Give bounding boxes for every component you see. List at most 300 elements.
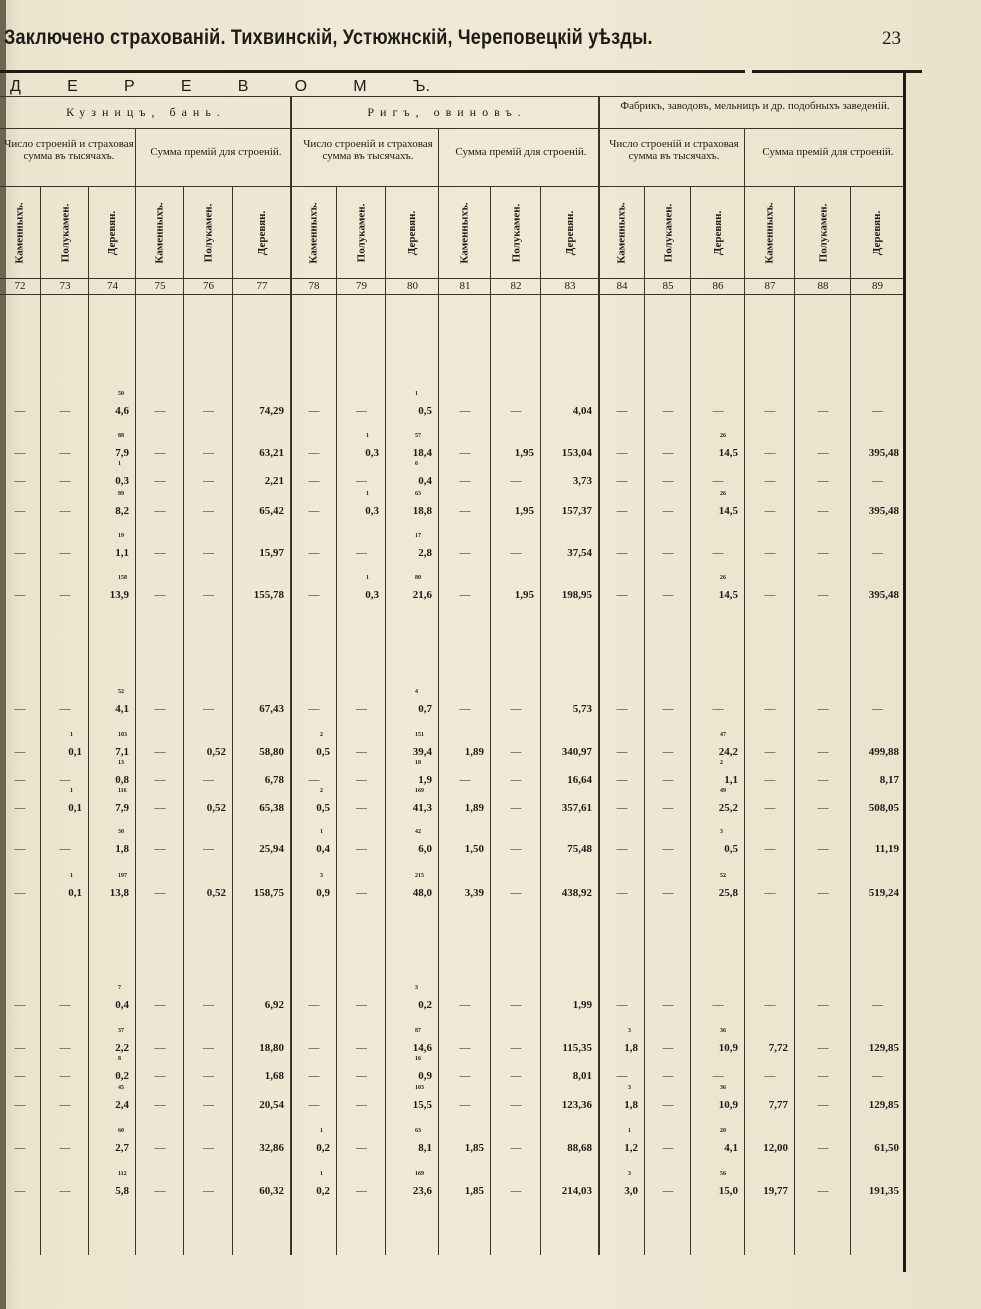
table-cell: 32,86 (259, 1142, 284, 1154)
table-cell: — (356, 802, 367, 814)
table-cell: — (154, 999, 166, 1011)
column-divider (850, 186, 851, 1255)
building-count: 17 (415, 533, 421, 539)
table-cell: 1,95 (514, 505, 534, 517)
table-cell: — (308, 405, 320, 417)
column-label-text: Полукамен. (59, 203, 71, 263)
building-count: 1 (320, 1128, 323, 1134)
column-divider (336, 186, 337, 1255)
table-cell: 1,89 (464, 802, 484, 814)
building-count: 169 (415, 788, 424, 794)
table-cell: — (59, 774, 71, 786)
table-cell: — (154, 1142, 166, 1154)
column-label-text: Полукамен. (355, 203, 368, 263)
table-cell: — (203, 447, 214, 459)
table-cell: — (510, 887, 522, 899)
table-cell: 214,03 (561, 1185, 592, 1197)
table-cell: — (616, 887, 628, 899)
table-cell: 12,00 (763, 1142, 788, 1154)
table-cell: — (59, 1070, 71, 1082)
table-cell: — (459, 475, 471, 487)
table-cell: — (154, 746, 166, 758)
column-label-text: Деревян. (711, 210, 724, 256)
table-cell: 0,2 (418, 999, 432, 1011)
building-count: 56 (720, 1171, 726, 1177)
table-cell: — (764, 447, 776, 459)
table-cell: — (59, 1142, 71, 1154)
table-cell: — (459, 405, 471, 417)
column-divider (690, 186, 691, 1255)
table-cell: — (154, 475, 166, 487)
table-cell: 7,9 (115, 802, 129, 814)
column-divider (385, 186, 386, 1255)
table-cell: — (662, 447, 674, 459)
table-cell: — (356, 405, 367, 417)
table-cell: — (817, 802, 829, 814)
building-count: 1 (320, 829, 323, 835)
table-cell: — (510, 802, 522, 814)
column-divider (644, 186, 645, 1255)
table-cell: 10,9 (718, 1099, 738, 1111)
table-cell: 6,0 (418, 843, 432, 855)
table-cell: 1,50 (464, 843, 484, 855)
table-cell: 39,4 (412, 746, 432, 758)
table-cell: — (203, 1185, 214, 1197)
table-cell: 395,48 (868, 589, 899, 601)
header-rule-1 (0, 96, 905, 97)
heading-letter: Р (123, 78, 135, 95)
column-label-text: Деревян. (871, 210, 884, 256)
column-label (292, 188, 336, 278)
table-cell: 58,80 (259, 746, 284, 758)
table-cell: 24,2 (718, 746, 738, 758)
column-number: 72 (14, 280, 26, 292)
table-cell: — (764, 802, 776, 814)
table-cell: 4,04 (572, 405, 592, 417)
top-rule-left (0, 70, 745, 73)
table-cell: — (356, 1070, 367, 1082)
table-cell: 508,05 (868, 802, 899, 814)
table-cell: 25,2 (718, 802, 738, 814)
table-cell: — (817, 1142, 829, 1154)
table-cell: 15,0 (718, 1185, 738, 1197)
column-number: 87 (764, 280, 776, 292)
table-cell: — (154, 843, 166, 855)
table-cell: — (459, 505, 471, 517)
table-cell: — (662, 887, 674, 899)
building-count: 4 (415, 689, 418, 695)
subheader-rule (137, 186, 290, 187)
table-cell: — (510, 547, 522, 559)
table-cell: 438,92 (561, 887, 592, 899)
table-cell: — (817, 774, 829, 786)
table-cell: 7,72 (768, 1042, 788, 1054)
building-count: 169 (415, 1171, 424, 1177)
column-label (646, 188, 690, 278)
column-label (90, 188, 135, 278)
table-cell: — (356, 887, 367, 899)
table-cell: — (662, 802, 674, 814)
column-label-text: Каменныхъ. (308, 202, 320, 264)
table-cell: — (308, 505, 320, 517)
column-label (137, 188, 183, 278)
table-cell: 14,6 (412, 1042, 432, 1054)
table-cell: 14,5 (718, 447, 738, 459)
building-count: 3 (720, 829, 723, 835)
table-cell: 18,8 (412, 505, 432, 517)
table-cell: — (616, 999, 628, 1011)
column-label (692, 188, 744, 278)
table-cell: — (872, 1070, 883, 1082)
table-cell: — (662, 746, 674, 758)
table-cell: — (817, 1099, 829, 1111)
table-cell: — (356, 475, 367, 487)
table-cell: 0,7 (418, 703, 432, 715)
table-cell: — (356, 774, 367, 786)
building-count: 26 (720, 575, 726, 581)
column-divider (438, 128, 439, 1255)
building-count: 3 (415, 985, 418, 991)
table-cell: — (308, 774, 320, 786)
column-label (600, 188, 644, 278)
table-cell: — (459, 999, 471, 1011)
table-cell: — (764, 589, 776, 601)
column-label-text: Полукамен. (662, 203, 674, 263)
table-cell: 7,1 (115, 746, 129, 758)
table-cell: — (616, 589, 628, 601)
building-count: 103 (415, 1085, 424, 1091)
building-count: 1 (70, 732, 73, 738)
table-cell: — (59, 843, 71, 855)
table-cell: 0,4 (115, 999, 129, 1011)
table-cell: 75,48 (567, 843, 592, 855)
column-label-text: Деревян. (255, 210, 268, 256)
subheader-premium-3: Сумма премій для строеній. (762, 146, 894, 158)
table-cell: — (764, 547, 776, 559)
table-cell: — (59, 505, 71, 517)
table-cell: — (872, 703, 883, 715)
table-cell: — (712, 475, 724, 487)
table-cell: 7,9 (115, 447, 129, 459)
table-cell: 14,5 (718, 589, 738, 601)
table-cell: — (203, 1070, 214, 1082)
table-cell: 0,2 (316, 1185, 330, 1197)
building-count: 60 (118, 1128, 124, 1134)
table-cell: 23,6 (412, 1185, 432, 1197)
table-cell: — (616, 475, 628, 487)
table-cell: — (616, 505, 628, 517)
table-cell: — (14, 405, 26, 417)
building-count: 1 (415, 391, 418, 397)
table-cell: — (59, 447, 71, 459)
table-cell: 158,75 (253, 887, 284, 899)
table-cell: — (764, 475, 776, 487)
table-cell: 0,4 (316, 843, 330, 855)
table-cell: 15,5 (412, 1099, 432, 1111)
building-count: 2 (320, 788, 323, 794)
column-label-text: Полукамен. (202, 203, 215, 263)
column-label-text: Каменныхъ. (14, 202, 26, 264)
table-cell: 0,2 (115, 1070, 129, 1082)
table-cell: 1,95 (514, 447, 534, 459)
table-cell: 18,4 (412, 447, 432, 459)
table-cell: 65,42 (259, 505, 284, 517)
building-count: 215 (415, 873, 424, 879)
table-cell: — (154, 405, 166, 417)
table-cell: 74,29 (259, 405, 284, 417)
table-cell: 129,85 (868, 1042, 899, 1054)
building-count: 63 (415, 491, 421, 497)
table-cell: 499,88 (868, 746, 899, 758)
table-cell: — (817, 887, 829, 899)
table-cell: 60,32 (259, 1185, 284, 1197)
table-cell: 19,77 (763, 1185, 788, 1197)
table-cell: — (203, 1099, 214, 1111)
table-cell: — (872, 475, 883, 487)
table-cell: — (203, 505, 214, 517)
table-cell: 1,68 (264, 1070, 284, 1082)
table-cell: — (14, 774, 26, 786)
table-cell: — (510, 1185, 522, 1197)
table-cell: 123,36 (561, 1099, 592, 1111)
column-number: 80 (407, 280, 418, 292)
column-label (234, 188, 290, 278)
table-cell: — (59, 1185, 71, 1197)
building-count: 42 (415, 829, 421, 835)
table-cell: 191,35 (868, 1185, 899, 1197)
table-cell: 4,6 (115, 405, 129, 417)
heading-letter: Е (67, 78, 78, 95)
table-cell: — (817, 1042, 829, 1054)
table-cell: — (510, 1070, 522, 1082)
table-cell: — (817, 547, 829, 559)
table-cell: 1,85 (464, 1185, 484, 1197)
building-count: 3 (628, 1171, 631, 1177)
table-cell: 129,85 (868, 1099, 899, 1111)
table-cell: — (59, 589, 71, 601)
column-label (185, 188, 232, 278)
table-cell: 8,01 (572, 1070, 592, 1082)
table-cell: — (154, 547, 166, 559)
column-label-text: Каменныхъ. (154, 202, 166, 264)
table-cell: 0,1 (68, 887, 82, 899)
table-cell: — (356, 1185, 367, 1197)
table-cell: 1,95 (514, 589, 534, 601)
table-cell: — (616, 802, 628, 814)
table-cell: 0,2 (316, 1142, 330, 1154)
building-count: 2 (720, 760, 723, 766)
table-cell: 48,0 (412, 887, 432, 899)
table-cell: — (356, 999, 367, 1011)
table-cell: — (459, 1099, 471, 1111)
column-label (0, 188, 40, 278)
table-cell: — (356, 746, 367, 758)
table-cell: — (662, 405, 674, 417)
table-cell: 3,39 (464, 887, 484, 899)
building-count: 3 (628, 1028, 631, 1034)
table-cell: — (203, 589, 214, 601)
table-cell: 10,9 (718, 1042, 738, 1054)
column-divider (40, 186, 41, 1255)
table-cell: — (59, 547, 71, 559)
column-divider (183, 186, 184, 1255)
table-cell: — (872, 547, 883, 559)
table-cell: — (817, 746, 829, 758)
table-cell: 1,8 (624, 1042, 638, 1054)
building-count: 103 (118, 732, 127, 738)
table-cell: 37,54 (567, 547, 592, 559)
building-count: 36 (720, 1085, 726, 1091)
table-cell: 11,19 (874, 843, 899, 855)
table-cell: 4,1 (115, 703, 129, 715)
table-cell: 0,1 (68, 802, 82, 814)
heading-letter: М (353, 78, 367, 95)
table-cell: 16,64 (567, 774, 592, 786)
table-cell: — (459, 589, 471, 601)
table-cell: 1,1 (724, 774, 738, 786)
table-cell: 25,94 (259, 843, 284, 855)
table-cell: — (14, 746, 26, 758)
heading-letter: О (294, 78, 308, 95)
column-label (542, 188, 598, 278)
table-cell: — (459, 1070, 471, 1082)
table-cell: 13,8 (109, 887, 129, 899)
column-number: 74 (107, 280, 118, 292)
table-cell: — (203, 475, 214, 487)
table-cell: — (14, 887, 26, 899)
table-cell: 1,85 (464, 1142, 484, 1154)
table-cell: — (59, 999, 71, 1011)
table-cell: — (616, 405, 628, 417)
table-cell: — (662, 505, 674, 517)
subheader-rule (600, 186, 744, 187)
table-cell: 61,50 (874, 1142, 899, 1154)
building-count: 88 (118, 433, 124, 439)
table-cell: 41,3 (412, 802, 432, 814)
table-cell: — (308, 475, 320, 487)
building-count: 116 (118, 788, 127, 794)
table-cell: 21,6 (412, 589, 432, 601)
table-cell: — (764, 999, 776, 1011)
building-count: 6 (415, 461, 418, 467)
building-count: 13 (118, 760, 124, 766)
table-cell: — (203, 843, 214, 855)
table-cell: — (14, 1042, 26, 1054)
table-cell: — (712, 1070, 724, 1082)
table-cell: 7,77 (768, 1099, 788, 1111)
table-cell: 0,3 (365, 447, 379, 459)
subheader-rule (440, 186, 598, 187)
group-title-barns: Ригъ, овиновъ. (367, 105, 527, 119)
table-cell: — (662, 1185, 674, 1197)
table-cell: — (662, 1142, 674, 1154)
table-cell: — (203, 1042, 214, 1054)
table-cell: — (154, 1070, 166, 1082)
table-cell: 2,4 (115, 1099, 129, 1111)
table-cell: 63,21 (259, 447, 284, 459)
group-title-forges: Кузницъ, бань. (66, 105, 226, 119)
building-count: 18 (415, 760, 421, 766)
table-cell: 1,9 (418, 774, 432, 786)
column-label-text: Каменныхъ. (459, 202, 471, 264)
table-cell: — (59, 703, 71, 715)
column-number: 78 (308, 280, 320, 292)
building-count: 87 (415, 1028, 421, 1034)
building-count: 158 (118, 575, 127, 581)
building-count: 80 (415, 575, 421, 581)
building-count: 151 (415, 732, 424, 738)
table-cell: — (712, 999, 724, 1011)
table-cell: 13,9 (109, 589, 129, 601)
table-cell: — (14, 999, 26, 1011)
table-cell: 0,52 (206, 802, 226, 814)
table-cell: — (817, 475, 829, 487)
table-cell: — (872, 405, 883, 417)
table-cell: 0,3 (365, 589, 379, 601)
column-number: 82 (510, 280, 522, 292)
table-cell: — (764, 843, 776, 855)
column-label-text: Полукамен. (510, 203, 522, 263)
table-cell: — (203, 774, 214, 786)
heading-letter: Е (180, 78, 192, 95)
column-number: 75 (154, 280, 166, 292)
column-divider (794, 186, 795, 1255)
building-count: 1 (366, 575, 369, 581)
table-cell: — (872, 999, 883, 1011)
building-count: 7 (118, 985, 121, 991)
column-number: 89 (872, 280, 883, 292)
page-number: 23 (882, 28, 901, 49)
table-cell: — (308, 1070, 320, 1082)
table-cell: — (59, 1099, 71, 1111)
table-cell: — (817, 447, 829, 459)
table-cell: 1,2 (624, 1142, 638, 1154)
table-cell: — (764, 887, 776, 899)
building-count: 30 (118, 829, 124, 835)
table-cell: 8,17 (879, 774, 899, 786)
table-cell: 4,1 (724, 1142, 738, 1154)
building-count: 63 (415, 1128, 421, 1134)
column-label (492, 188, 540, 278)
column-label (387, 188, 438, 278)
table-cell: — (817, 405, 829, 417)
table-cell: — (14, 1142, 26, 1154)
table-cell: 1,1 (115, 547, 129, 559)
table-cell: — (662, 475, 674, 487)
table-cell: 18,80 (259, 1042, 284, 1054)
table-cell: — (764, 703, 776, 715)
table-cell: 198,95 (561, 589, 592, 601)
table-cell: — (616, 1070, 628, 1082)
table-cell: 2,8 (418, 547, 432, 559)
column-label-text: Каменныхъ. (764, 202, 776, 264)
table-cell: — (712, 547, 724, 559)
column-number: 77 (256, 280, 268, 292)
column-number: 83 (564, 280, 576, 292)
table-cell: — (510, 1042, 522, 1054)
building-count: 36 (720, 1028, 726, 1034)
column-divider (232, 186, 233, 1255)
table-cell: — (356, 843, 367, 855)
table-cell: — (662, 1070, 674, 1082)
building-count: 1 (320, 1171, 323, 1177)
table-cell: 0,4 (418, 475, 432, 487)
table-cell: — (203, 1142, 214, 1154)
column-number: 79 (356, 280, 367, 292)
table-cell: — (14, 475, 26, 487)
subheader-premium-2: Сумма премій для строеній. (455, 146, 587, 158)
table-cell: — (510, 746, 522, 758)
